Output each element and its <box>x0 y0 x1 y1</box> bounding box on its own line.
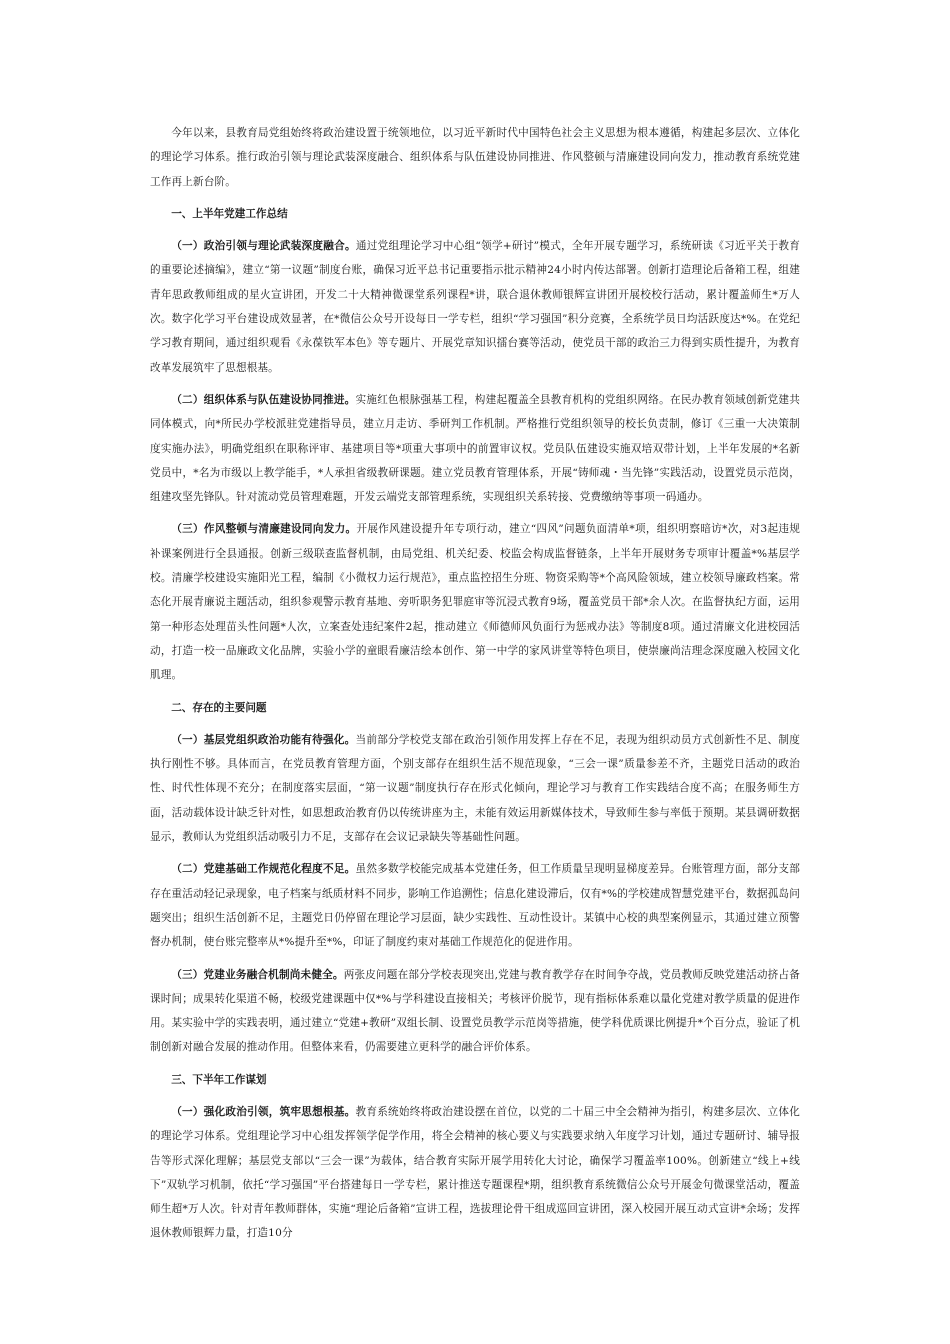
intro-paragraph: 今年以来，县教育局党组始终将政治建设置于统领地位，以习近平新时代中国特色社会主义思想为根本遵循，构建起多层次、立体化的理论学习体系。推行政治引领与理论武装深度融合、组织体系与队伍建设协同推进、作风整顿与清廉建设同向发力，推动教育系统党建工作再上新台阶。 <box>150 127 800 188</box>
paragraph-body: 实施红色根脉强基工程，构建起覆盖全县教育机构的党组织网络。在民办教育领域创新党建共同体模式，向*所民办学校派驻党建指导员，建立月走访、季研判工作机制。严格推行党组织领导的校长负责制，修订《三重一大决策制度实施办法》，明确党组织在职称评审、基建项目等*项重大事项中的前置审议权。党员队伍建设实施双培双带计划，上半年发展的*名新党员中，*名为市级以上教学能手，*人承担省级教研课题。建立党员教育管理体系，开展“铸师魂・当先锋”实践活动，设置党员示范岗，组建攻坚先锋队。针对流动党员管理难题，开发云端党支部管理系统，实现组织关系转接、党费缴纳等事项一码通办。 <box>150 393 800 504</box>
problem-paragraph-function <box>150 728 800 849</box>
document-body <box>150 121 800 1254</box>
paragraph-lead: （二）组织体系与队伍建设协同推进。 <box>171 393 356 406</box>
summary-paragraph-political <box>150 234 800 380</box>
plan-paragraph-political <box>150 1100 800 1246</box>
paragraph-body: 当前部分学校党支部在政治引领作用发挥上存在不足，表现为组织动员方式创新性不足、制度执行刚性不够。具体而言，在党员教育管理方面，个别支部存在组织生活不规范现象，“三会一课”质量参差不齐，主题党日活动的政治性、时代性体现不充分；在制度落实层面，“第一议题”制度执行存在形式化倾向，理论学习与教育工作实践结合度不高；在服务师生方面，活动载体设计缺乏针对性，如思想政治教育仍以传统讲座为主，未能有效运用新媒体技术，导致师生参与率低于预期。某县调研数据显示，教师认为党组织活动吸引力不足，支部存在会议记录缺失等基础性问题。 <box>150 733 800 844</box>
section-heading-summary: 一、上半年党建工作总结 <box>171 207 288 220</box>
summary-paragraph-conduct <box>150 517 800 687</box>
section-heading-problems: 二、存在的主要问题 <box>171 701 267 714</box>
summary-paragraph-organization <box>150 388 800 509</box>
paragraph-body: 教育系统始终将政治建设摆在首位，以党的二十届三中全会精神为指引，构建多层次、立体化的理论学习体系。党组理论学习中心组发挥领学促学作用，将全会精神的核心要义与实践要求纳入年度学习计划，通过专题研讨、辅导报告等形式深化理解；基层党支部以“三会一课”为载体，结合教育实际开展学用转化大讨论，确保学习覆盖率100%。创新建立“线上+线下”双轨学习机制，依托“学习强国”平台搭建每日一学专栏，累计推送专题课程*期，组织教育系统微信公众号开展金句微课堂活动，覆盖师生超*万人次。针对青年教师群体，实施“理论后备箱”宣讲工程，选拔理论骨干组成巡回宣讲团，深入校园开展互动式宣讲*余场；发挥退休教师银辉力量，打造10分 <box>150 1105 800 1240</box>
section-heading-plan: 三、下半年工作谋划 <box>171 1073 267 1086</box>
paragraph-body: 通过党组理论学习中心组“领学+研讨”模式，全年开展专题学习，系统研读《习近平关于教育的重要论述摘编》，建立“第一议题”制度台账，确保习近平总书记重要指示批示精神24小时内传达部署。创新打造理论后备箱工程，组建青年思政教师组成的星火宣讲团，开发二十大精神微课堂系列课程*讲，联合退休教师银辉宣讲团开展校校行活动，累计覆盖师生*万人次。数字化学习平台建设成效显著，在*微信公众号开设每日一学专栏，组织“学习强国”积分竞赛，全系统学员日均活跃度达*%。在党纪学习教育期间，通过组织观看《永葆铁军本色》等专题片、开展党章知识擂台赛等活动，使党员干部的政治三力得到实质性提升，为教育改革发展筑牢了思想根基。 <box>150 240 800 374</box>
paragraph-lead: （二）党建基础工作规范化程度不足。 <box>171 863 356 876</box>
paragraph-lead: （三）党建业务融合机制尚未健全。 <box>171 968 344 981</box>
paragraph-lead: （一）政治引领与理论武装深度融合。 <box>171 240 356 253</box>
paragraph-body: 两张皮问题在部分学校表现突出,党建与教育教学存在时间争夺战，党员教师反映党建活动挤占备课时间；成果转化渠道不畅，校级党建课题中仅*%与学科建设直接相关；考核评价脱节，现有指标体系难以量化党建对教学质量的促进作用。某实验中学的实践表明，通过建立“党建+教研”双组长制、设置党员教学示范岗等措施，使学科优质课比例提升*个百分点，验证了机制创新对融合发展的推动作用。但整体来看，仍需要建立更科学的融合评价体系。 <box>150 968 800 1054</box>
paragraph-body: 虽然多数学校能完成基本党建任务，但工作质量呈现明显梯度差异。台账管理方面，部分支部存在重活动轻记录现象，电子档案与纸质材料不同步，影响工作追溯性；信息化建设滞后，仅有*%的学校建成智慧党建平台，数据孤岛问题突出；组织生活创新不足，主题党日仍停留在理论学习层面，缺少实践性、互动性设计。某镇中心校的典型案例显示，其通过建立预警督办机制，使台账完整率从*%提升至*%，印证了制度约束对基础工作规范化的促进作用。 <box>150 863 800 949</box>
paragraph-lead: （一）基层党组织政治功能有待强化。 <box>171 733 356 746</box>
paragraph-body: 开展作风建设提升年专项行动，建立“四风”问题负面清单*项，组织明察暗访*次，对3起违规补课案例进行全县通报。创新三级联查监督机制，由局党组、机关纪委、校监会构成监督链条，上半年开展财务专项审计覆盖*%基层学校。清廉学校建设实施阳光工程，编制《小微权力运行规范》，重点监控招生分班、物资采购等*个高风险领域，建立校领导廉政档案。常态化开展青廉说主题活动，组织参观警示教育基地、旁听职务犯罪庭审等沉浸式教育9场，覆盖党员干部*余人次。在监督执纪方面，运用第一种形态处理苗头性问题*人次，立案查处违纪案件2起，推动建立《师德师风负面行为惩戒办法》等制度8项。通过清廉文化进校园活动，打造一校一品廉政文化品牌，实验小学的童眼看廉洁绘本创作、第一中学的家风讲堂等特色项目，使崇廉尚洁理念深度融入校园文化肌理。 <box>150 523 800 682</box>
paragraph-lead: （三）作风整顿与清廉建设同向发力。 <box>171 523 357 536</box>
problem-paragraph-integration <box>150 963 800 1060</box>
problem-paragraph-standardization <box>150 857 800 954</box>
paragraph-lead: （一）强化政治引领，筑牢思想根基。 <box>171 1105 356 1118</box>
